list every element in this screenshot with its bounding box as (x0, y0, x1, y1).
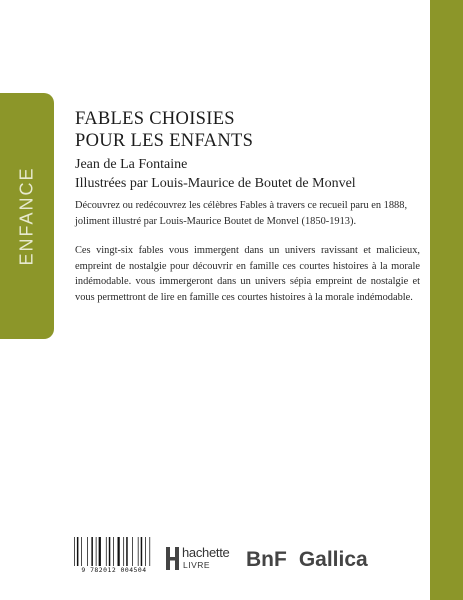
barcode-bar (87, 537, 88, 567)
barcode-bar (74, 537, 75, 567)
barcode-bar (132, 537, 133, 567)
gallica-logo-text: Gallica (298, 548, 368, 571)
barcode-bar (123, 537, 124, 567)
book-title (75, 108, 253, 152)
author-name: Jean de La Fontaine (75, 157, 188, 172)
book-title-line: FABLES CHOISIES (75, 109, 235, 129)
barcode-bar (99, 537, 101, 567)
barcode-bar (118, 537, 120, 567)
book-title-line: POUR LES ENFANTS (75, 131, 254, 151)
credits (75, 155, 356, 193)
barcode-bar (141, 537, 143, 567)
right-color-band (430, 0, 463, 600)
bnf-logo-text: BnF (246, 548, 287, 571)
category-tab (0, 93, 54, 339)
barcode-bar (106, 537, 107, 567)
barcode-bar (126, 537, 128, 567)
barcode-bar (145, 537, 146, 567)
barcode-bar (91, 537, 93, 567)
publisher-name: hachette (182, 545, 230, 560)
blurb-paragraph-2: Ces vingt-six fables vous immergent dans un univers ravissant et malicieux, empreint de nostalgie pour découvrir en famille ces courtes histoires à la morale indémodable. vous immergeront dans un univers sépia empreint de nostalgie et vous permettront de lire en famille ces courtes histoires à la morale indémodable. (75, 245, 420, 303)
hachette-h-logo-icon (166, 547, 179, 570)
barcode-bar (138, 537, 139, 567)
barcode-bar (96, 537, 97, 567)
barcode-bar (81, 537, 82, 567)
isbn-barcode (70, 537, 158, 577)
barcode-bars (70, 537, 158, 567)
hachette-livre-logo (166, 545, 236, 577)
blurb-paragraph-1: Découvrez ou redécouvrez les célèbres Fables à travers ce recueil paru en 1888, joliment illustré par Louis-Maurice Boutet de Monvel (1850-1913). (75, 200, 408, 227)
barcode-bar (77, 537, 79, 567)
illustrator-credit: Illustrées par Louis-Maurice de Boutet de Monvel (75, 176, 356, 191)
barcode-bar (149, 537, 150, 567)
barcode-bar (109, 537, 111, 567)
category-label: ENFANCE (16, 166, 37, 266)
publisher-sub: LIVRE (183, 560, 211, 570)
barcode-digits: 9 782012 004504 (70, 566, 158, 574)
barcode-bar (113, 537, 114, 567)
bnf-gallica-logo (246, 548, 368, 572)
